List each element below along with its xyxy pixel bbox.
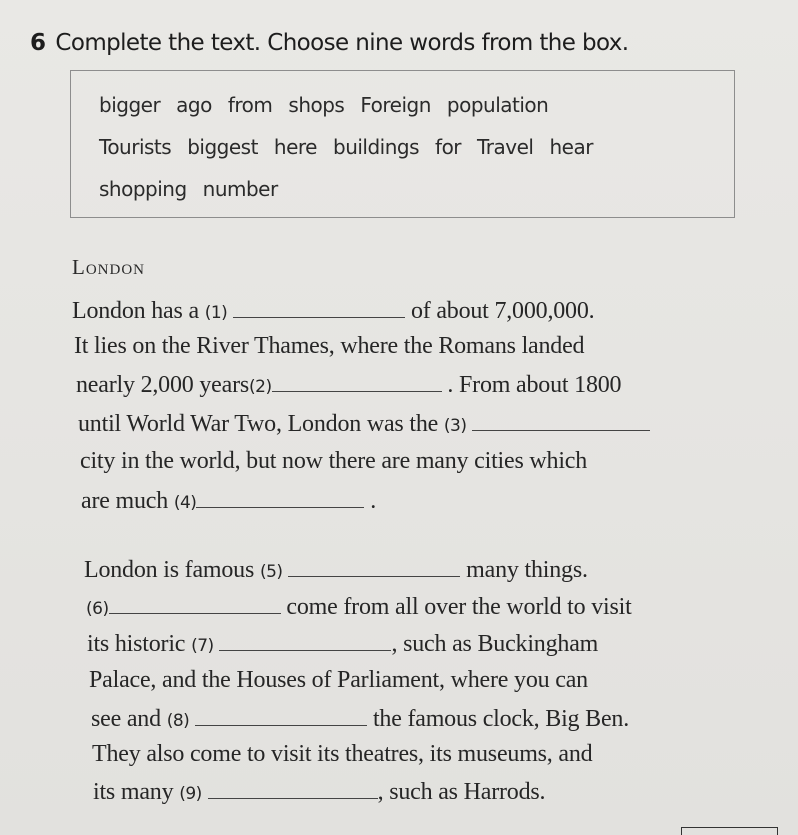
gap-blank-6[interactable]: [109, 593, 281, 614]
word-option: Tourists: [99, 135, 172, 159]
word-option: here: [273, 135, 317, 159]
gap-blank-2[interactable]: [272, 371, 442, 392]
text-segment: are much: [81, 488, 169, 514]
text-segment: , such as Harrods.: [377, 779, 546, 805]
word-option: number: [202, 177, 278, 201]
gap-number: (1): [204, 303, 228, 323]
title-text: London: [72, 255, 145, 279]
word-option: for: [435, 135, 462, 159]
p1-line-6: [81, 487, 376, 515]
text-segment: Palace, and the Houses of Parliament, where you can: [89, 667, 588, 693]
gap-blank-9[interactable]: [208, 778, 378, 799]
text-segment: London is famous: [84, 557, 255, 583]
p1-line-3: [76, 371, 621, 399]
text-segment: many things.: [466, 557, 588, 583]
word-option: ago: [176, 93, 212, 117]
gap-blank-1[interactable]: [233, 297, 405, 318]
p2-line-4: [89, 667, 588, 694]
word-line-2: [99, 135, 609, 159]
gap-number: (5): [259, 562, 283, 582]
gap-number: (9): [179, 784, 202, 804]
text-segment: of about 7,000,000.: [410, 298, 595, 324]
word-option: Foreign: [360, 93, 431, 117]
task-header: [30, 30, 628, 56]
text-segment: . From about 1800: [447, 372, 622, 398]
word-option: shops: [288, 93, 345, 117]
text-segment: It lies on the River Thames, where the Romans landed: [74, 333, 585, 359]
gap-blank-4[interactable]: [196, 487, 364, 508]
p2-line-6: [92, 741, 592, 768]
p1-line-1: [72, 297, 594, 325]
gap-number: (6): [86, 599, 109, 619]
p2-line-5: [91, 705, 629, 733]
text-segment: nearly 2,000 years: [76, 372, 250, 398]
text-segment: , such as Buckingham: [391, 631, 599, 657]
p1-line-5: [80, 448, 587, 475]
text-segment: its many: [93, 779, 174, 805]
p2-line-1: [84, 556, 588, 584]
task-instruction: Complete the text. Choose nine words from the box.: [55, 30, 629, 56]
p1-line-4: [78, 410, 650, 438]
gap-number: (4): [173, 493, 197, 513]
p2-line-3: [87, 630, 598, 658]
gap-blank-7[interactable]: [219, 630, 391, 651]
text-segment: come from all over the world to visit: [286, 594, 632, 620]
text-segment: London has a: [72, 298, 199, 324]
word-box: [70, 70, 735, 218]
gap-number: (2): [249, 377, 272, 397]
text-segment: They also come to visit its theatres, its museums, and: [92, 741, 593, 767]
word-option: buildings: [333, 135, 420, 159]
gap-blank-5[interactable]: [288, 556, 460, 577]
gap-number: (7): [191, 636, 214, 656]
gap-number: (8): [166, 711, 190, 731]
word-option: shopping: [99, 177, 187, 201]
text-segment: until World War Two, London was the: [78, 411, 439, 437]
gap-number: (3): [443, 416, 467, 436]
text-segment: .: [370, 488, 377, 514]
text-segment: see and: [91, 706, 161, 732]
p2-line-2: [86, 593, 632, 621]
gap-blank-8[interactable]: [195, 705, 367, 726]
p2-line-7: [93, 778, 545, 806]
word-line-3: [99, 177, 294, 201]
text-segment: its historic: [87, 631, 186, 657]
word-option: biggest: [187, 135, 258, 159]
word-option: Travel: [477, 135, 534, 159]
text-segment: city in the world, but now there are many cities which: [80, 448, 588, 474]
text-title: [72, 255, 145, 280]
gap-blank-3[interactable]: [472, 410, 650, 431]
text-segment: the famous clock, Big Ben.: [372, 706, 630, 732]
p1-line-2: [74, 333, 584, 360]
word-option: hear: [549, 135, 593, 159]
word-option: from: [227, 93, 273, 117]
page-corner-mark: [681, 827, 778, 835]
word-option: population: [446, 93, 549, 117]
task-number: 6: [30, 30, 46, 56]
word-option: bigger: [99, 93, 161, 117]
word-line-1: [99, 93, 564, 117]
